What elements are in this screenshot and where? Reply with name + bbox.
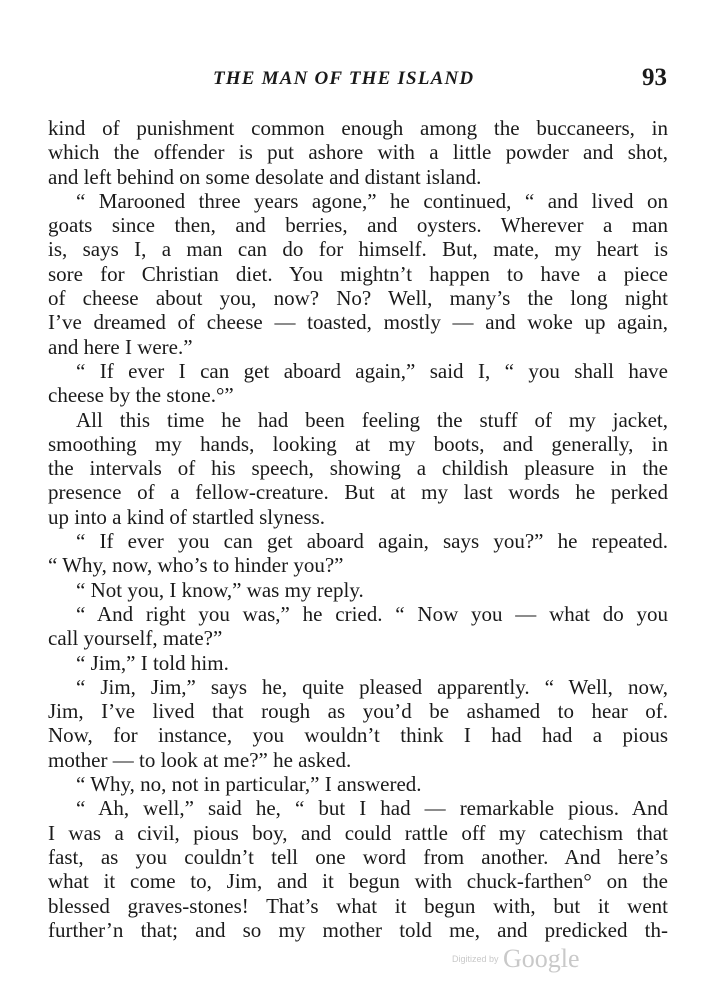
text-line: of cheese about you, now? No? Well, many’s the long night (48, 286, 668, 311)
text-line: up into a kind of startled slyness. (48, 504, 326, 529)
text-line: “ Why, no, not in particular,” I answered. (76, 772, 422, 797)
text-line: blessed graves-stones! That’s what it begun with, but it went (48, 893, 668, 918)
text-line: further’n that; and so my mother told me, and predicked th- (48, 917, 668, 942)
body-text (48, 116, 668, 942)
text-line: sore for Christian diet. You mightn’t happen to have a piece (48, 261, 668, 286)
text-line: I’ve dreamed of cheese — toasted, mostly — and woke up again, (48, 310, 668, 335)
text-line: “ Jim, Jim,” says he, quite pleased apparently. “ Well, now, (76, 674, 668, 699)
text-line: smoothing my hands, looking at my boots, and generally, in (48, 431, 668, 456)
text-line: the intervals of his speech, showing a childish pleasure in the (48, 456, 668, 481)
text-line: call yourself, mate?” (48, 626, 223, 651)
text-line: Jim, I’ve lived that rough as you’d be ashamed to hear of. (48, 699, 668, 724)
text-line: which the offender is put ashore with a little powder and shot, (48, 140, 668, 165)
text-line: and here I were.” (48, 334, 193, 359)
watermark-prefix: Digitized by (452, 954, 499, 964)
text-line: “ Marooned three years agone,” he continued, “ and lived on (76, 188, 668, 213)
page-header (0, 64, 727, 98)
text-line: “ Ah, well,” said he, “ but I had — remarkable pious. And (76, 796, 668, 821)
text-line: is, says I, a man can do for himself. But, mate, my heart is (48, 237, 668, 262)
text-line: what it come to, Jim, and it begun with chuck-farthen° on the (48, 869, 668, 894)
digitized-watermark (452, 944, 580, 974)
text-line: “ Not you, I know,” was my reply. (76, 577, 364, 602)
text-line: and left behind on some desolate and distant island. (48, 164, 482, 189)
text-line: presence of a fellow-creature. But at my last words he perked (48, 480, 668, 505)
text-line: “ If ever I can get aboard again,” said I, “ you shall have (76, 358, 668, 383)
page-number: 93 (642, 64, 667, 91)
text-line: “ And right you was,” he cried. “ Now you — what do you (76, 601, 668, 626)
running-head: THE MAN OF THE ISLAND (213, 68, 475, 89)
text-line: “ Why, now, who’s to hinder you?” (48, 553, 344, 578)
text-line: goats since then, and berries, and oysters. Wherever a man (48, 213, 668, 238)
watermark-brand: Google (502, 944, 580, 973)
text-line: “ Jim,” I told him. (76, 650, 229, 675)
text-line: All this time he had been feeling the stuff of my jacket, (76, 407, 668, 432)
text-line: Now, for instance, you wouldn’t think I had had a pious (48, 723, 668, 748)
text-line: I was a civil, pious boy, and could rattle off my catechism that (48, 820, 668, 845)
text-line: “ If ever you can get aboard again, says you?” he repeated. (76, 529, 668, 554)
text-line: mother — to look at me?” he asked. (48, 747, 352, 772)
text-line: kind of punishment common enough among the buccaneers, in (48, 116, 668, 140)
text-line: fast, as you couldn’t tell one word from another. And here’s (48, 844, 668, 869)
text-line: cheese by the stone.°” (48, 383, 234, 408)
